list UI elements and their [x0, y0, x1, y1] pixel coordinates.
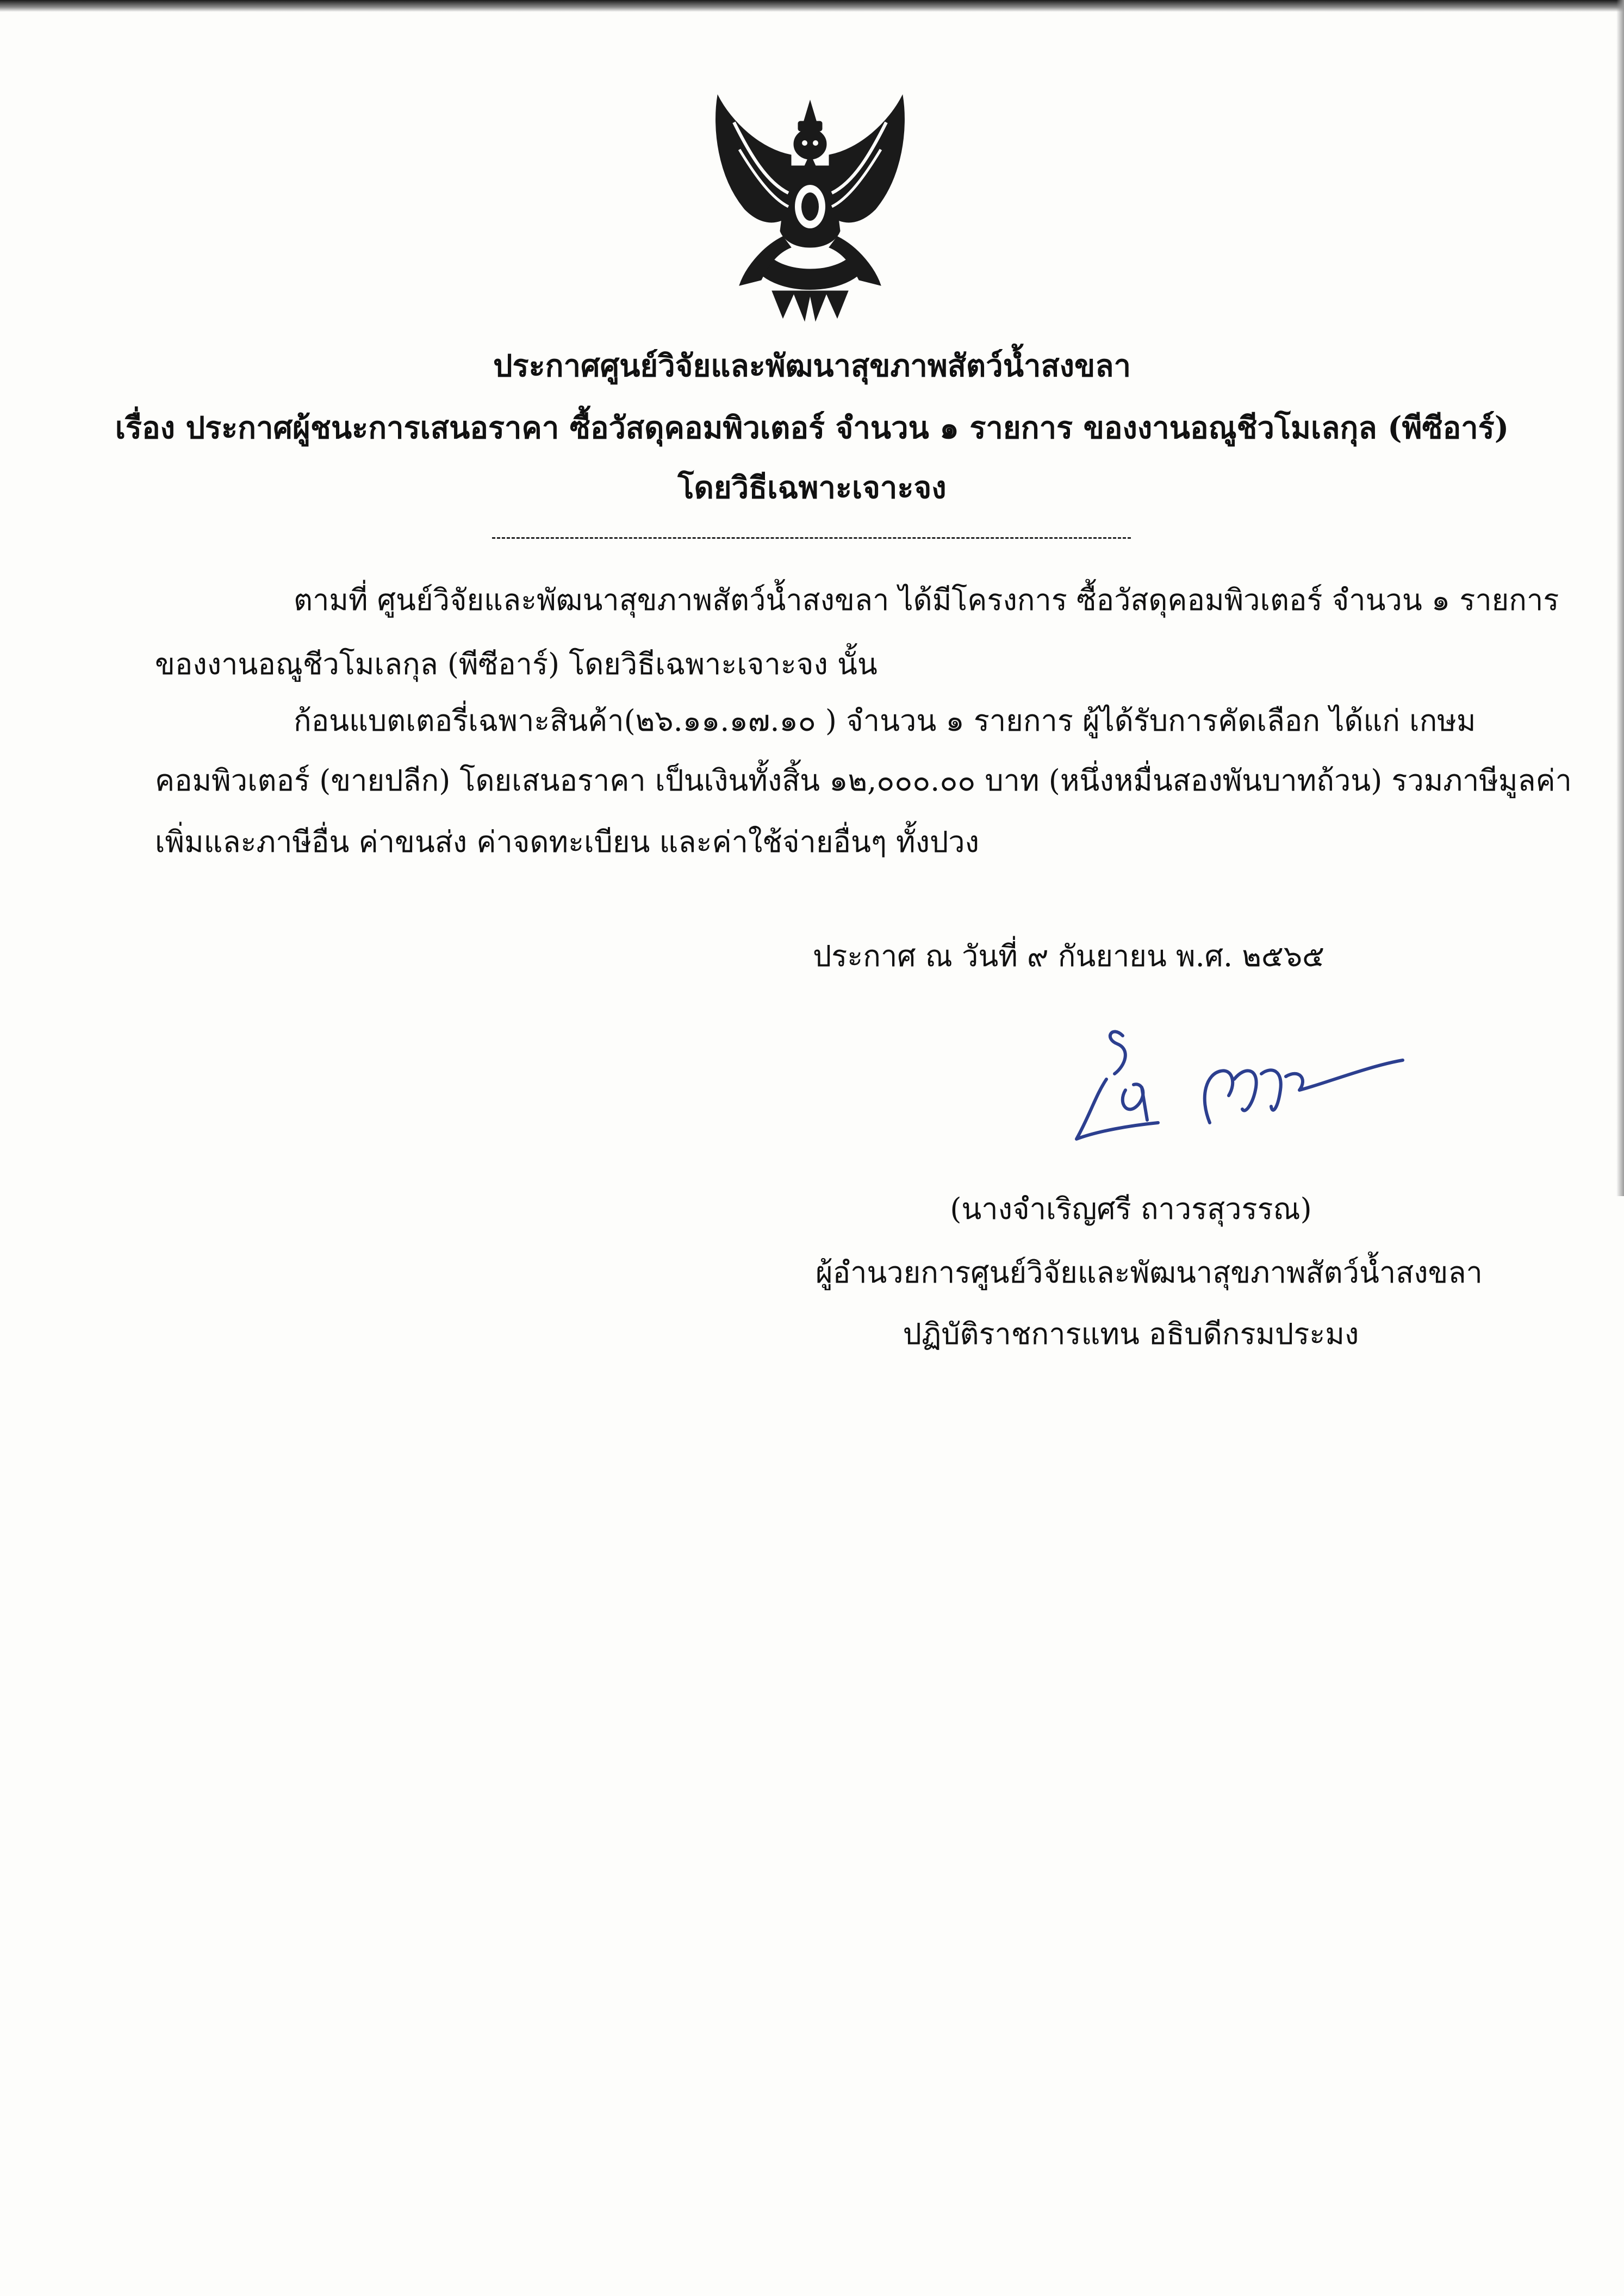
scan-right-edge — [1616, 0, 1624, 1196]
body-paragraph1-line1: ตามที่ ศูนย์วิจัยและพัฒนาสุขภาพสัตว์น้ำสงขลา ได้มีโครงการ ซื้อวัสดุคอมพิวเตอร์ จำนวน ๑ รายการ — [294, 583, 1559, 617]
handwritten-signature — [1066, 1014, 1414, 1150]
signer-acting: ปฏิบัติราชการแทน อธิบดีกรมประมง — [903, 1317, 1359, 1351]
announcement-date: ประกาศ ณ วันที่ ๙ กันยายน พ.ศ. ๒๕๖๕ — [813, 939, 1324, 973]
garuda-emblem-icon — [701, 90, 919, 326]
header-divider — [492, 537, 1131, 539]
body-paragraph2-line2: คอมพิวเตอร์ (ขายปลีก) โดยเสนอราคา เป็นเงินทั้งสิ้น ๑๒,๐๐๐.๐๐ บาท (หนึ่งหมื่นสองพันบาทถ้วน) รวมภาษีมูลค่า — [155, 763, 1572, 798]
body-paragraph2-line3: เพิ่มและภาษีอื่น ค่าขนส่ง ค่าจดทะเบียน และค่าใช้จ่ายอื่นๆ ทั้งปวง — [155, 825, 979, 859]
body-paragraph1-line2: ของงานอณูชีวโมเลกุล (พีซีอาร์) โดยวิธีเฉพาะเจาะจง นั้น — [155, 647, 878, 681]
body-paragraph2-line1: ก้อนแบตเตอรี่เฉพาะสินค้า(๒๖.๑๑.๑๗.๑๐ ) จำนวน ๑ รายการ ผู้ได้รับการคัดเลือก ได้แก่ เกษม — [294, 704, 1476, 738]
announcement-method: โดยวิธีเฉพาะเจาะจง — [677, 470, 947, 506]
announcement-title: ประกาศศูนย์วิจัยและพัฒนาสุขภาพสัตว์น้ำสงขลา — [493, 348, 1131, 384]
signer-position: ผู้อำนวยการศูนย์วิจัยและพัฒนาสุขภาพสัตว์น้ำสงขลา — [816, 1255, 1483, 1290]
announcement-subject: เรื่อง ประกาศผู้ชนะการเสนอราคา ซื้อวัสดุคอมพิวเตอร์ จำนวน ๑ รายการ ของงานอณูชีวโมเลกุล (พีซีอาร์) — [115, 410, 1509, 446]
scan-top-shadow — [0, 0, 1624, 12]
signer-name: (นางจำเริญศรี ถาวรสุวรรณ) — [950, 1192, 1312, 1226]
